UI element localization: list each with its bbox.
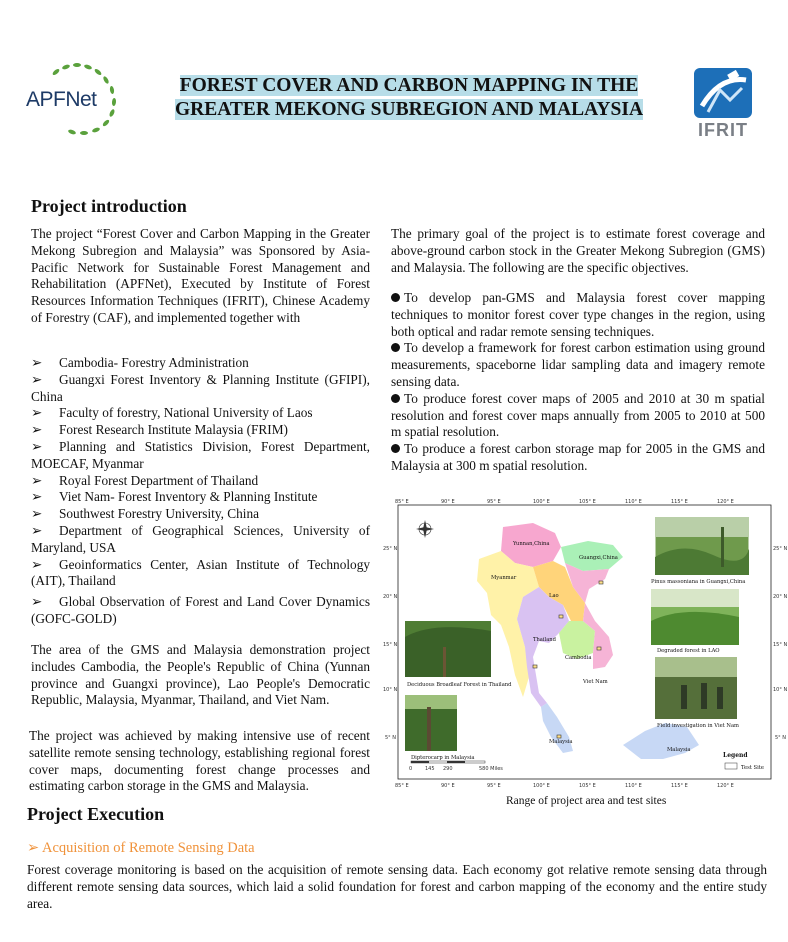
satellite-emblem-icon <box>690 66 756 120</box>
lat-tick: 10° N <box>773 687 788 693</box>
arrow-bullet-icon: ➢ <box>31 489 43 505</box>
lat-tick: 15° N <box>773 642 788 648</box>
lon-tick: 115° E <box>671 499 688 505</box>
lon-tick: 120° E <box>717 499 734 505</box>
list-item: ➢ Global Observation of Forest and Land Cover Dynamics (GOFC-GOLD) <box>31 594 370 626</box>
photo-caption-malaysia: Dipterocarp in Malaysia <box>411 755 475 761</box>
lat-tick: 20° N <box>383 594 398 600</box>
lat-tick: 20° N <box>773 594 788 600</box>
lon-tick: 120° E <box>717 783 734 789</box>
legend-title: Legend <box>723 752 748 759</box>
list-item: To produce forest cover maps of 2005 and 2010 at 30 m spatial resolution and forest cover maps annually from 2005 to 2010 at 500 m spatial resolution. <box>391 390 765 440</box>
photo-lao <box>651 589 739 645</box>
list-item: To produce a forest carbon storage map for 2005 in the GMS and Malaysia at 300 m spatial resolution. <box>391 441 765 473</box>
apfnet-logo-text: APFNet <box>26 88 97 111</box>
intro-heading: Project introduction <box>31 196 187 216</box>
label-myanmar: Myanmar <box>491 575 517 581</box>
lon-tick: 95° E <box>487 499 501 505</box>
lat-tick: 25° N <box>773 546 788 552</box>
bullet-dot-icon <box>391 293 400 302</box>
photo-caption-guangxi: Pinus massoniana in Guangxi,China <box>651 579 746 585</box>
photo-thailand <box>405 621 491 677</box>
label-malaysia: Malaysia <box>667 747 691 753</box>
lat-tick: 10° N <box>383 687 398 693</box>
scale-label: 580 Miles <box>479 766 503 772</box>
lon-tick: 90° E <box>441 499 455 505</box>
arrow-bullet-icon: ➢ <box>31 594 43 610</box>
label-vietnam: Viet Nam <box>583 679 608 685</box>
lon-tick: 90° E <box>441 783 455 789</box>
photo-malaysia <box>405 695 457 751</box>
label-cambodia: Cambodia <box>565 655 592 661</box>
lat-tick: 25° N <box>383 546 398 552</box>
scale-bar <box>411 761 485 763</box>
bullet-dot-icon <box>391 343 400 352</box>
arrow-bullet-icon: ➢ <box>31 422 43 438</box>
area-paragraph: The area of the GMS and Malaysia demonstration project includes Cambodia, the People's Republic of China (Yunnan province and Guangxi province), Lao People's Democratic Republic, Malaysia, Myanmar, Thailand, and Viet Nam. <box>31 642 370 708</box>
list-item: ➢ Department of Geographical Sciences, University of Maryland, USA <box>31 522 370 555</box>
photo-vietnam <box>655 657 737 719</box>
arrow-bullet-icon: ➢ <box>31 405 43 421</box>
scale-label: 0 <box>409 766 413 772</box>
lon-tick: 115° E <box>671 783 688 789</box>
list-item: To develop pan-GMS and Malaysia forest cover mapping techniques to monitor forest cover type changes in the region, using both optical and radar remote sensing techniques. <box>391 290 765 339</box>
lon-tick: 85° E <box>395 499 409 505</box>
label-yunnan: Yunnan,China <box>513 541 550 547</box>
arrow-bullet-icon: ➢ <box>27 840 42 856</box>
project-area-map <box>383 497 788 792</box>
lat-tick: 5° N <box>385 735 397 741</box>
technology-paragraph: The project was achieved by making intensive use of recent satellite remote sensing technology, establishing regional forest cover maps, documenting forest change processes and estimating carbon storage in the GMS and Malaysia. <box>29 728 370 794</box>
lat-tick: 15° N <box>383 642 398 648</box>
scale-label: 145 <box>425 766 435 772</box>
page-title <box>152 74 666 122</box>
execution-paragraph: Forest coverage monitoring is based on the acquisition of remote sensing data. Each economy got relative remote sensing data through different remote sensing data sources, which laid a solid foundation for forest and carbon mapping of the economy and the entire study area. <box>27 862 767 911</box>
lon-tick: 85° E <box>395 783 409 789</box>
label-malaysia: Malaysia <box>549 739 573 745</box>
arrow-bullet-icon: ➢ <box>31 355 43 370</box>
lat-tick: 5° N <box>775 735 787 741</box>
list-item: ➢ Southwest Forestry University, China <box>31 506 260 522</box>
legend-swatch <box>725 763 737 769</box>
partner-list <box>31 355 370 628</box>
photo-guangxi <box>655 517 749 575</box>
lon-tick: 105° E <box>579 783 596 789</box>
arrow-bullet-icon: ➢ <box>31 371 43 387</box>
lon-tick: 110° E <box>625 783 642 789</box>
lon-tick: 95° E <box>487 783 501 789</box>
list-item: ➢ Forest Research Institute Malaysia (FRIM) <box>31 422 288 438</box>
lon-tick: 100° E <box>533 499 550 505</box>
label-thailand: Thailand <box>533 637 556 643</box>
ifrit-logo-text: IFRIT <box>698 120 748 140</box>
arrow-bullet-icon: ➢ <box>31 522 43 538</box>
label-guangxi: Guangxi,China <box>579 555 618 561</box>
label-laos: Lao <box>549 593 559 599</box>
lon-tick: 110° E <box>625 499 642 505</box>
list-item: To develop a framework for forest carbon estimation using ground measurements, spaceborne lidar sampling data and imagery remote sensing data. <box>391 340 765 389</box>
list-item: ➢ Cambodia- Forestry Administration <box>31 355 249 370</box>
intro-paragraph: The project “Forest Cover and Carbon Mapping in the Greater Mekong Subregion and Malaysia” was Sponsored by Asia-Pacific Network for Sustainable Forest Management and Rehabilitation (APFNet), Executed by Institute of Forest Resources Information Techniques (IFRIT), Chinese Academy of Forestry (CAF), and implemented together with <box>31 226 370 325</box>
title-line-1: FOREST COVER AND CARBON MAPPING IN THE <box>179 75 639 96</box>
map-caption: Range of project area and test sites <box>506 795 667 807</box>
photo-caption-thailand: Deciduous Broadleaf Forest in Thailand <box>407 682 512 688</box>
photo-caption-vietnam: Field investigation in Viet Nam <box>657 723 739 729</box>
apfnet-logo <box>22 58 130 142</box>
bullet-dot-icon <box>391 444 400 453</box>
list-item: ➢ Planning and Statistics Division, Forest Department, MOECAF, Myanmar <box>31 438 370 471</box>
arrow-bullet-icon: ➢ <box>31 556 43 572</box>
bullet-dot-icon <box>391 394 400 403</box>
lon-tick: 100° E <box>533 783 550 789</box>
list-item: ➢ Royal Forest Department of Thailand <box>31 472 259 488</box>
list-item: ➢ Viet Nam- Forest Inventory & Planning Institute <box>31 489 318 505</box>
arrow-bullet-icon: ➢ <box>31 506 43 522</box>
list-item: ➢ Geoinformatics Center, Asian Institute of Technology (AIT), Thailand <box>31 556 370 589</box>
title-line-2: GREATER MEKONG SUBREGION AND MALAYSIA <box>174 99 644 120</box>
execution-heading: Project Execution <box>27 804 165 824</box>
lon-tick: 105° E <box>579 499 596 505</box>
goal-paragraph: The primary goal of the project is to estimate forest coverage and above-ground carbon stock in the Greater Mekong Subregion (GMS) and Malaysia. The following are the specific objectives. <box>391 226 765 275</box>
ifrit-logo <box>690 66 756 142</box>
map-figure <box>383 497 788 792</box>
objective-list <box>391 290 765 475</box>
region-cambodia <box>559 621 595 659</box>
arrow-bullet-icon: ➢ <box>31 472 43 488</box>
legend-item: Test Site <box>741 765 764 771</box>
subheading-remote-sensing: ➢ Acquisition of Remote Sensing Data <box>27 840 255 856</box>
arrow-bullet-icon: ➢ <box>31 438 43 454</box>
list-item: ➢ Faculty of forestry, National University of Laos <box>31 405 313 421</box>
list-item: ➢ Guangxi Forest Inventory & Planning Institute (GFIPI), China <box>31 371 370 404</box>
photo-caption-lao: Degraded forest in LAO <box>657 648 720 654</box>
scale-label: 290 <box>443 766 453 772</box>
